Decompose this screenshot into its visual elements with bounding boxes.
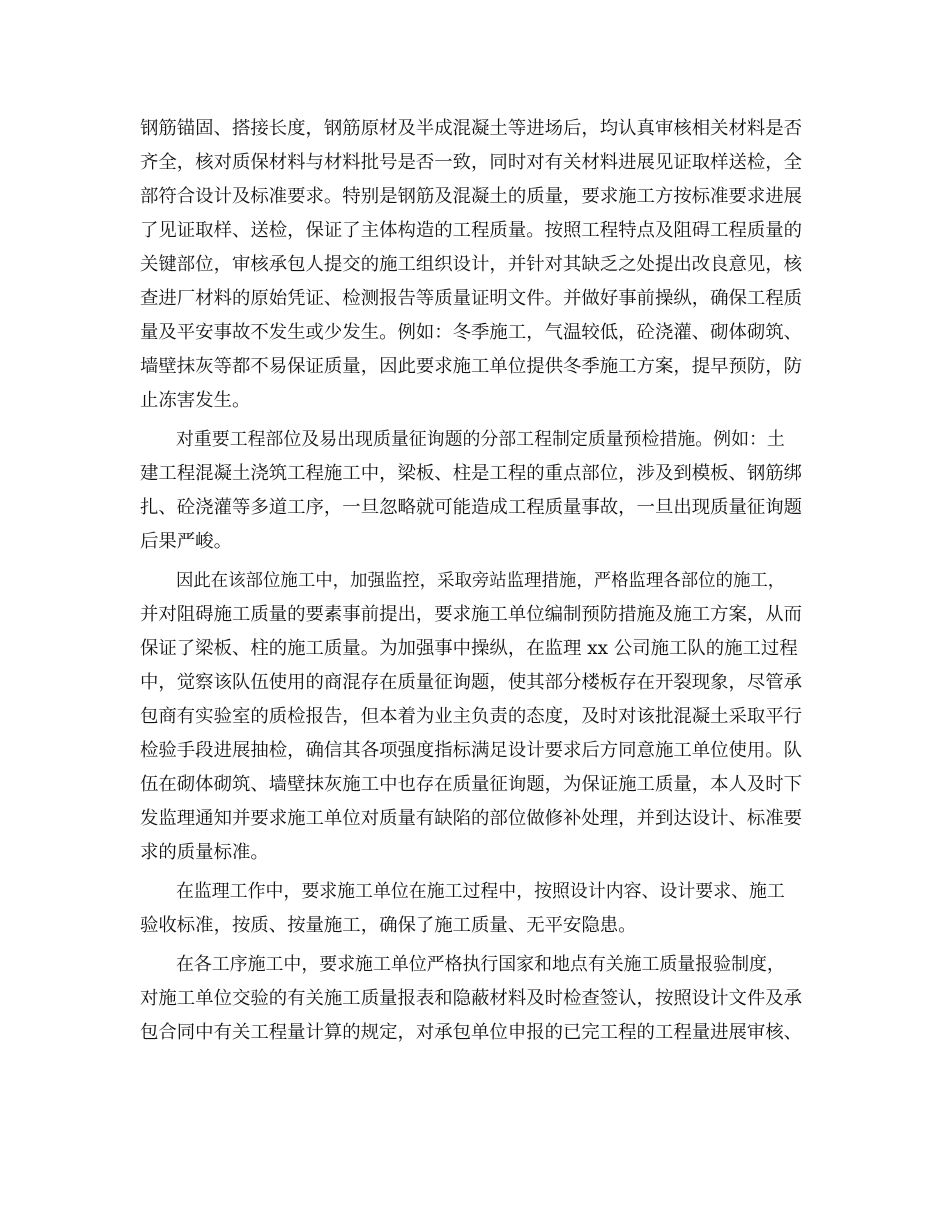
text-line: 包合同中有关工程量计算的规定，对承包单位申报的已完工程的工程量进展审核、 [140,1022,803,1043]
text-line: 齐全，核对质保材料与材料批号是否一致，同时对有关材料进展见证取样送检，全 [140,152,803,173]
paragraph [140,112,820,418]
text-line: 验收标准，按质、按量施工，确保了施工质量、无平安隐患。 [140,915,637,936]
text-line: 量及平安事故不发生或少发生。例如：冬季施工，气温较低，砼浇灌、砌体砌筑、 [140,322,803,343]
text-line: 钢筋锚固、搭接长度，钢筋原材及半成混凝土等进场后，均认真审核相关材料是否 [140,118,803,139]
text-line: 部符合设计及标准要求。特别是钢筋及混凝土的质量，要求施工方按标准要求进展 [140,186,803,207]
text-line: 保证了梁板、柱的施工质量。为加强事中操纵，在监理 xx 公司施工队的施工过程 [140,638,798,659]
text-line: 在监理工作中，要求施工单位在施工过程中，按照设计内容、设计要求、施工 [176,881,785,902]
document-body [140,112,820,1050]
text-line: 并对阻碍施工质量的要素事前提出，要求施工单位编制预防措施及施工方案，从而 [140,604,803,625]
text-line: 在各工序施工中，要求施工单位严格执行国家和地点有关施工质量报验制度， [176,954,785,975]
text-line: 了见证取样、送检，保证了主体构造的工程质量。按照工程特点及阻碍工程质量的 [140,220,803,241]
paragraph [140,948,820,1050]
paragraph [140,875,820,943]
text-line: 止冻害发生。 [140,390,251,411]
text-line: 查进厂材料的原始凭证、检测报告等质量证明文件。并做好事前操纵，确保工程质 [140,288,803,309]
text-line: 墙壁抹灰等都不易保证质量，因此要求施工单位提供冬季施工方案，提早预防，防 [140,356,803,377]
text-line: 对重要工程部位及易出现质量征询题的分部工程制定质量预检措施。例如：土 [176,429,785,450]
text-line: 关键部位，审核承包人提交的施工组织设计，并针对其缺乏之处提出改良意见，核 [140,254,803,275]
text-line: 检验手段进展抽检，确信其各项强度指标满足设计要求后方同意施工单位使用。队 [140,740,803,761]
text-line: 对施工单位交验的有关施工质量报表和隐蔽材料及时检查签认，按照设计文件及承 [140,988,803,1009]
text-line: 求的质量标准。 [140,842,269,863]
text-line: 包商有实验室的质检报告，但本着为业主负责的态度，及时对该批混凝土采取平行 [140,706,803,727]
text-line: 发监理通知并要求施工单位对质量有缺陷的部位做修补处理，并到达设计、标准要 [140,808,803,829]
text-line: 中，觉察该队伍使用的商混存在质量征询题，使其部分楼板存在开裂现象，尽管承 [140,672,803,693]
paragraph [140,423,820,559]
text-line: 扎、砼浇灌等多道工序，一旦忽略就可能造成工程质量事故，一旦出现质量征询题 [140,497,803,518]
text-line: 后果严峻。 [140,531,232,552]
paragraph [140,564,820,870]
text-line: 伍在砌体砌筑、墙壁抹灰施工中也存在质量征询题，为保证施工质量，本人及时下 [140,774,803,795]
text-line: 建工程混凝土浇筑工程施工中，梁板、柱是工程的重点部位，涉及到模板、钢筋绑 [140,463,803,484]
text-line: 因此在该部位施工中，加强监控，采取旁站监理措施，严格监理各部位的施工， [176,571,786,591]
